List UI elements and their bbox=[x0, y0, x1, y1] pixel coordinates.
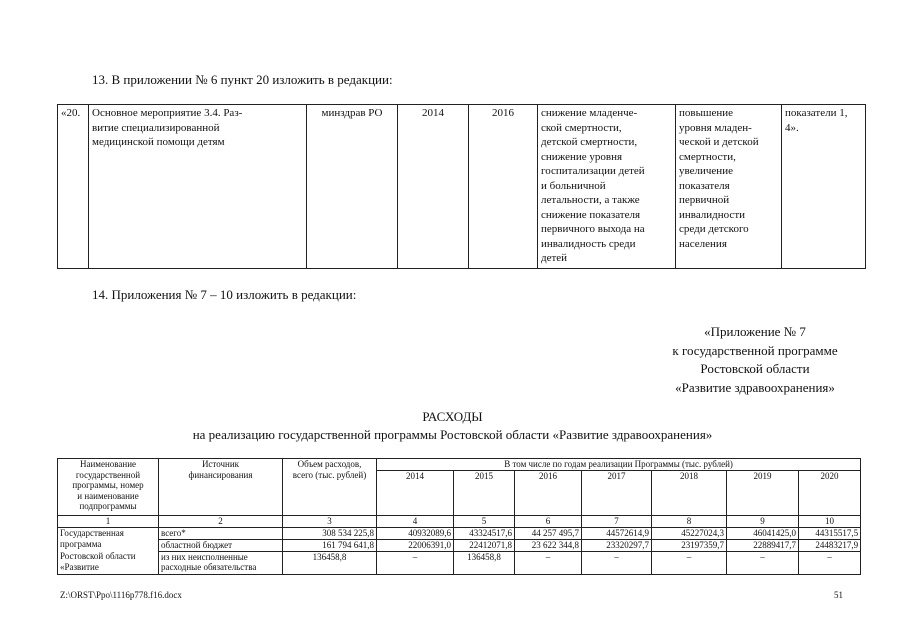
non-implementation-consequences: повышение уровня младен- ческой и детской смертности, увеличение показателя первичной инвалидности среди детского населения bbox=[676, 105, 782, 269]
year-value: – bbox=[515, 551, 582, 574]
total-value: 161 794 641,8 bbox=[283, 539, 377, 551]
year-value: 22889417,7 bbox=[727, 539, 799, 551]
expected-result: снижение младенче- ской смертности, детской смертности, снижение уровня госпитализации детей и больничной летальности, а также снижение показателя первичного выхода на инвалидность среди детей bbox=[538, 105, 676, 269]
table-row bbox=[58, 551, 861, 574]
measure-table bbox=[57, 104, 866, 269]
year-value: – bbox=[377, 551, 454, 574]
funding-source: всего* bbox=[159, 527, 283, 539]
year-value: 46041425,0 bbox=[727, 527, 799, 539]
column-number: 4 bbox=[377, 515, 454, 527]
related-indicators: показатели 1, 4». bbox=[782, 105, 866, 269]
header-funding-source: Источник финансирования bbox=[159, 459, 283, 516]
end-year: 2016 bbox=[469, 105, 538, 269]
column-number: 10 bbox=[799, 515, 861, 527]
year-value: – bbox=[799, 551, 861, 574]
column-number: 9 bbox=[727, 515, 799, 527]
column-number: 2 bbox=[159, 515, 283, 527]
funding-source: областной бюджет bbox=[159, 539, 283, 551]
paragraph-13: 13. В приложении № 6 пункт 20 изложить в редакции: bbox=[92, 72, 393, 87]
table-row bbox=[58, 539, 861, 551]
year-header: 2020 bbox=[799, 470, 861, 515]
year-header: 2016 bbox=[515, 470, 582, 515]
year-value: – bbox=[582, 551, 652, 574]
year-value: 23 622 344,8 bbox=[515, 539, 582, 551]
document-subtitle: на реализацию государственной программы Ростовской области «Развитие здравоохранения» bbox=[192, 427, 713, 442]
appendix-header bbox=[600, 323, 905, 397]
year-value: 43324517,6 bbox=[454, 527, 515, 539]
year-value: 44 257 495,7 bbox=[515, 527, 582, 539]
header-program-name: Наименование государственной программы, номер и наименование подпрограммы bbox=[58, 459, 159, 516]
column-number: 8 bbox=[652, 515, 727, 527]
appendix-line: к государственной программе bbox=[672, 342, 838, 358]
program-name: Государственная программа Ростовской области «Развитие bbox=[58, 527, 159, 574]
column-number: 1 bbox=[58, 515, 159, 527]
page-number: 51 bbox=[834, 590, 843, 600]
year-value: 22006391,0 bbox=[377, 539, 454, 551]
appendix-line: Ростовской области bbox=[700, 361, 810, 376]
item-number: «20. bbox=[58, 105, 89, 269]
start-year: 2014 bbox=[398, 105, 469, 269]
document-title: РАСХОДЫ bbox=[422, 409, 483, 424]
column-number-row bbox=[58, 515, 861, 527]
measure-name: Основное мероприятие 3.4. Раз- витие специализированной медицинской помощи детям bbox=[89, 105, 307, 269]
column-number: 5 bbox=[454, 515, 515, 527]
year-value: 136458,8 bbox=[454, 551, 515, 574]
year-header: 2017 bbox=[582, 470, 652, 515]
column-number: 3 bbox=[283, 515, 377, 527]
year-value: 44572614,9 bbox=[582, 527, 652, 539]
year-header: 2015 bbox=[454, 470, 515, 515]
header-years-group: В том числе по годам реализации Программы (тыс. рублей) bbox=[377, 459, 861, 471]
year-value: 44315517,5 bbox=[799, 527, 861, 539]
year-value: – bbox=[727, 551, 799, 574]
year-value: – bbox=[652, 551, 727, 574]
column-number: 7 bbox=[582, 515, 652, 527]
total-value: 308 534 225,8 bbox=[283, 527, 377, 539]
executor: минздрав РО bbox=[307, 105, 398, 269]
year-value: 22412071,8 bbox=[454, 539, 515, 551]
table-row bbox=[58, 527, 861, 539]
paragraph-14: 14. Приложения № 7 – 10 изложить в редакции: bbox=[92, 287, 357, 302]
file-path: Z:\ORST\Ppo\1116p778.f16.docx bbox=[60, 590, 182, 600]
appendix-line: «Развитие здравоохранения» bbox=[675, 379, 835, 395]
year-value: 45227024,3 bbox=[652, 527, 727, 539]
year-header: 2019 bbox=[727, 470, 799, 515]
year-value: 40932089,6 bbox=[377, 527, 454, 539]
year-value: 24483217,9 bbox=[799, 539, 861, 551]
total-value: 136458,8 bbox=[283, 551, 377, 574]
year-header: 2014 bbox=[377, 470, 454, 515]
column-number: 6 bbox=[515, 515, 582, 527]
table-row bbox=[58, 105, 866, 269]
appendix-line: «Приложение № 7 bbox=[704, 324, 806, 339]
funding-source: из них неисполненные расходные обязательства bbox=[159, 551, 283, 574]
year-value: 23197359,7 bbox=[652, 539, 727, 551]
expenditure-table bbox=[57, 458, 861, 575]
year-value: 23320297,7 bbox=[582, 539, 652, 551]
year-header: 2018 bbox=[652, 470, 727, 515]
header-row bbox=[58, 459, 861, 471]
header-total-volume: Объем расходов, всего (тыс. рублей) bbox=[283, 459, 377, 516]
